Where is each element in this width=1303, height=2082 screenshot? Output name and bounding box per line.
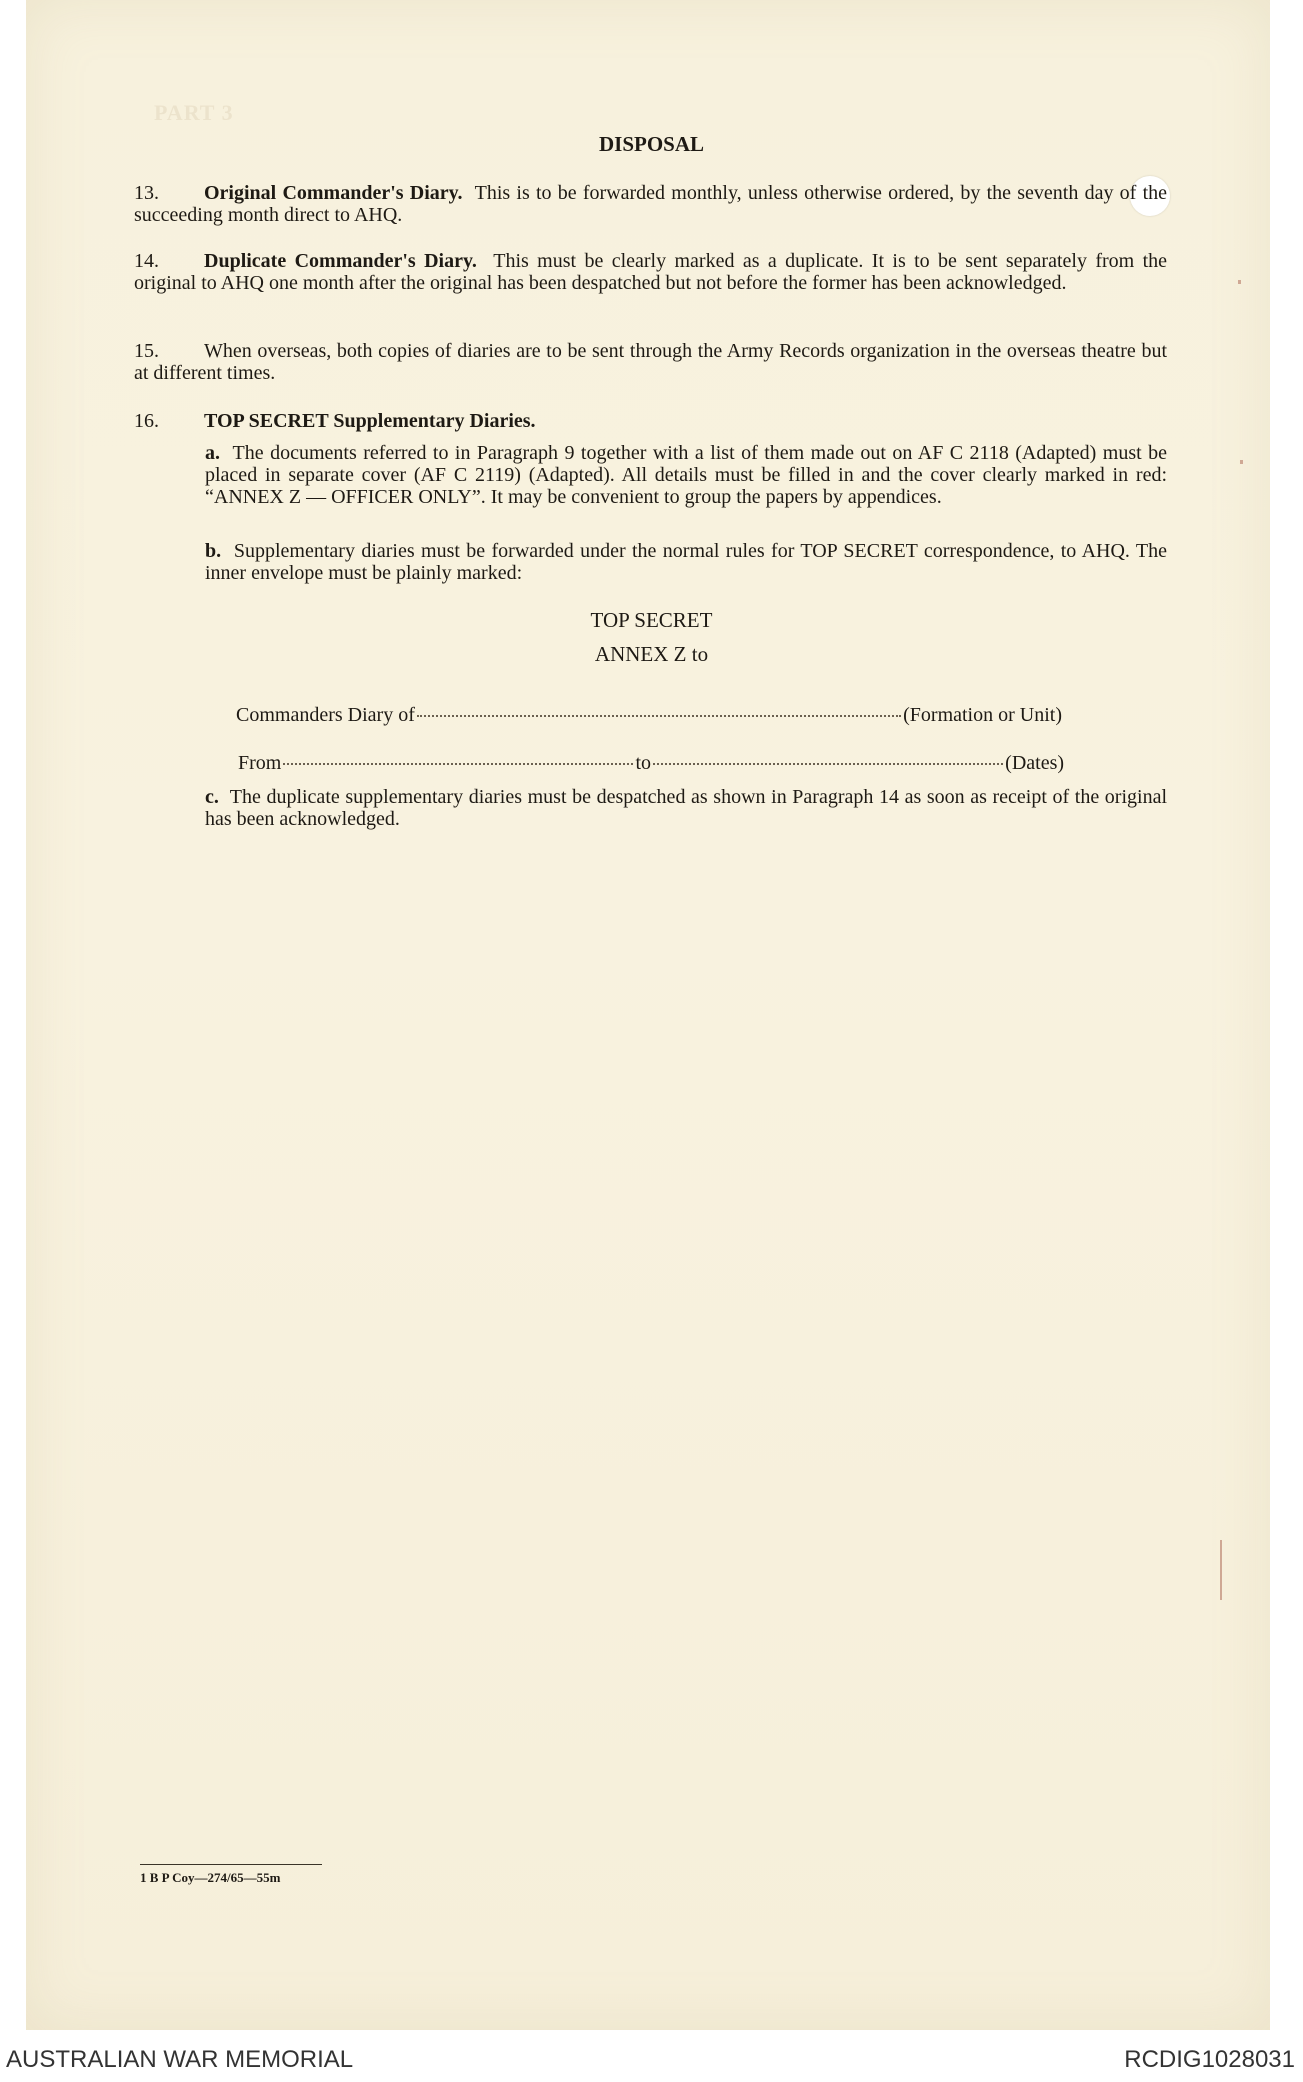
diary-of-blank (417, 715, 901, 717)
printer-code: 1 B P Coy—274/65—55m (140, 1870, 281, 1885)
paragraph-16b-label: b. (205, 540, 222, 562)
from-label: From (238, 752, 282, 774)
paragraph-16c (205, 786, 1167, 830)
to-label: to (635, 752, 652, 774)
paragraph-16-heading (134, 410, 1167, 432)
diary-of-suffix: (Formation or Unit) (903, 704, 1062, 726)
marking-annex-z: ANNEX Z to (594, 642, 709, 666)
archive-id: RCDIG1028031 (1124, 2046, 1295, 2073)
paragraph-16b-text: Supplementary diaries must be forwarded under the normal rules for TOP SECRET correspondence, to AHQ. The inner envelope must be plainly marked: (205, 540, 1168, 584)
page-heading: DISPOSAL (598, 132, 705, 156)
paragraph-14-number: 14. (134, 250, 159, 272)
paragraph-14 (134, 250, 1167, 294)
paragraph-16c-text: The duplicate supplementary diaries must be despatched as shown in Paragraph 14 as soon as receipt of the original has been acknowledged. (205, 786, 1168, 830)
paragraph-16a-label: a. (205, 442, 220, 464)
document-page (26, 0, 1270, 2030)
dates-suffix: (Dates) (1005, 752, 1065, 774)
paragraph-13 (134, 182, 1167, 226)
to-blank (653, 763, 1003, 765)
edge-dot (1238, 280, 1241, 284)
paragraph-14-title: Duplicate Commander's Diary. (204, 250, 477, 272)
archive-bar (0, 2046, 1303, 2082)
edge-dot (1240, 460, 1243, 464)
marking-top-secret: TOP SECRET (590, 608, 713, 632)
faint-part-header: PART 3 (154, 100, 234, 125)
diary-of-line (236, 704, 1062, 727)
from-blank (283, 763, 633, 765)
paragraph-16c-label: c. (205, 786, 219, 808)
paragraph-13-text: This is to be forwarded monthly, unless otherwise ordered, by the seventh day of the succeeding month direct to AHQ. (134, 182, 1167, 226)
paragraph-15-number: 15. (134, 340, 159, 362)
paragraph-16-title: TOP SECRET Supplementary Diaries. (204, 410, 536, 432)
paragraph-13-number: 13. (134, 182, 159, 204)
diary-of-label: Commanders Diary of (236, 704, 415, 726)
paragraph-16b (205, 540, 1167, 584)
paragraph-16a-text: The documents referred to in Paragraph 9 together with a list of them made out on AF C 2118 (Adapted) must be placed in separate cover (AF C 2119) (Adapted). All details must be filled in and the cover clearly marked in red: “ANNEX Z — OFFICER ONLY”. It may be convenient to group the papers by appendices. (205, 442, 1168, 508)
from-to-line (238, 752, 1064, 775)
paragraph-13-title: Original Commander's Diary. (204, 182, 463, 204)
paragraph-16-number: 16. (134, 410, 159, 432)
paragraph-14-text: This must be clearly marked as a duplicate. It is to be sent separately from the original to AHQ one month after the original has been despatched but not before the former has been acknowledged. (134, 250, 1168, 294)
paragraph-16a (205, 442, 1167, 508)
archive-name: AUSTRALIAN WAR MEMORIAL (6, 2046, 354, 2073)
paragraph-15-text: When overseas, both copies of diaries are to be sent through the Army Records organization in the overseas theatre but at different times. (134, 340, 1167, 384)
paragraph-15 (134, 340, 1167, 384)
edge-stain (1220, 1540, 1222, 1600)
footer-rule (140, 1864, 322, 1865)
